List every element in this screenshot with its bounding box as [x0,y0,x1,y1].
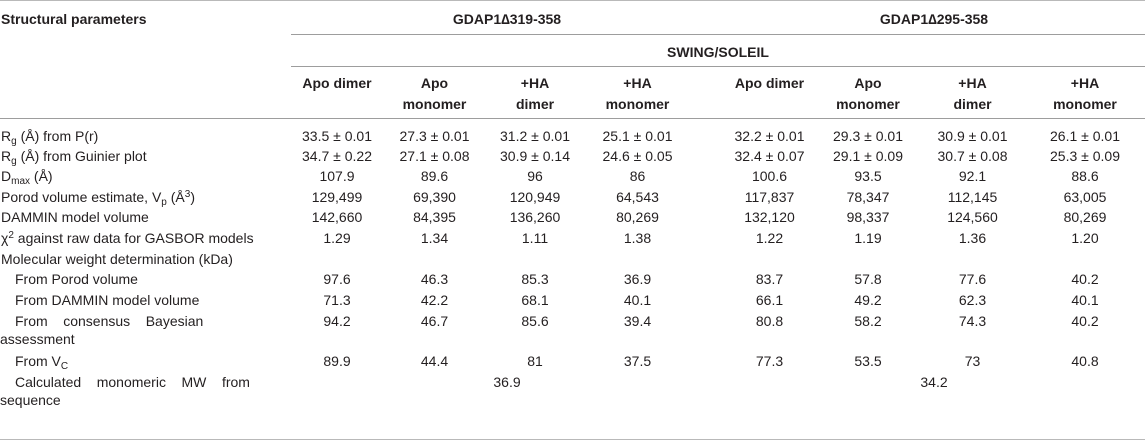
table-cell: 57.8 [854,271,882,287]
table-cell: 46.3 [420,271,449,287]
table-cell: 44.4 [420,353,449,369]
table-cell: 63,005 [1063,189,1107,205]
table-cell: 107.9 [319,168,355,184]
beamline-rule [291,66,1145,67]
first-column-header: Structural parameters [1,11,147,27]
table-cell: 78,347 [846,189,890,205]
table-cell: 85.6 [521,313,549,329]
table-cell: 71.3 [323,292,351,308]
column-header: monomer [605,96,670,112]
table-cell: 93.5 [854,168,882,184]
table-cell: 120,949 [509,189,561,205]
row-label: $R_g$ (Å) from P(r) [1,128,99,147]
row-label: $R_g$ (Å) from Guinier plot [1,148,147,167]
table-cell: 30.9 ± 0.01 [937,128,1008,144]
table-cell: 53.5 [854,353,882,369]
table-cell: 68.1 [521,292,549,308]
table-cell: 62.3 [958,292,987,308]
table-cell: 29.1 ± 0.09 [833,148,903,164]
table-cell: 89.6 [420,168,449,184]
table-cell: 31.2 ± 0.01 [500,128,570,144]
table-cell: 96 [527,168,543,184]
table-cell: 81 [527,353,543,369]
table-cell: 142,660 [311,209,363,225]
table-cell: 64,543 [616,189,659,205]
table-cell: 1.22 [755,230,784,246]
table-cell: 66.1 [755,292,784,308]
table-cell: 77.6 [958,271,987,287]
table-cell: 37.5 [623,353,652,369]
table-cell: 33.5 ± 0.01 [302,128,372,144]
table-cell: 29.3 ± 0.01 [833,128,903,144]
table-cell: 83.7 [755,271,784,287]
table-cell: 98,337 [846,209,890,225]
row-label: From $V_C$ [15,353,69,372]
row-label: $D_{max}$ (Å) [1,168,53,187]
column-header: Apo [854,75,882,91]
group-header-2: GDAP1∆295-358 [879,11,989,27]
table-cell: 39.4 [623,313,652,329]
row-label-line: assessment [0,331,75,347]
table-cell: 100.6 [751,168,788,184]
table-cell: 112,145 [947,189,998,205]
row-label [0,312,284,348]
table-cell: 40.1 [1071,292,1099,308]
group-header-1: GDAP1∆319-358 [452,11,562,27]
table-cell: 1.29 [323,230,351,246]
table-cell: 49.2 [854,292,882,308]
row-label: From DAMMIN model volume [15,292,200,308]
table-cell: 80,269 [1063,209,1107,225]
table-cell: 88.6 [1071,168,1099,184]
table-cell: 34.7 ± 0.22 [302,148,372,164]
table-cell: 132,120 [744,209,795,225]
column-header: +HA [958,75,987,91]
table-cell: 40.2 [1071,271,1099,287]
column-header: monomer [836,96,900,112]
table-cell: 97.6 [323,271,351,287]
table-cell: 94.2 [323,313,351,329]
row-label: From Porod volume [15,271,138,287]
table-cell: 25.1 ± 0.01 [602,128,673,144]
table-cell: 1.19 [854,230,882,246]
table-cell: 46.7 [420,313,449,329]
column-header: Apo dimer [302,75,372,91]
column-header: +HA [623,75,652,91]
column-header: Apo dimer [734,75,805,91]
table-cell: 1.34 [420,230,449,246]
column-header: +HA [1070,75,1100,91]
table-cell: 129,499 [311,189,363,205]
merged-cell: 36.9 [493,374,521,390]
table-cell: 27.3 ± 0.01 [399,128,470,144]
table-cell: 32.2 ± 0.01 [734,128,805,144]
table-cell: 74.3 [958,313,987,329]
table-cell: 25.3 ± 0.09 [1050,148,1120,164]
column-header: +HA [520,75,550,91]
table-cell: 26.1 ± 0.01 [1050,128,1120,144]
column-header: monomer [402,96,467,112]
table-cell: 117,837 [744,189,795,205]
header-bottom-rule [0,118,1145,119]
row-label-line: Calculated monomeric MW from [15,374,250,390]
table-cell: 92.1 [958,168,987,184]
table-cell: 85.3 [521,271,549,287]
table-cell: 1.11 [521,230,549,246]
row-label: $\chi^2$ against raw data for GASBOR models [1,230,254,246]
column-header: monomer [1053,96,1117,112]
table-cell: 69,390 [413,189,456,205]
table-cell: 40.1 [623,292,652,308]
column-header: dimer [953,96,992,112]
table-cell: 42.2 [420,292,449,308]
table-cell: 80,269 [616,209,659,225]
column-header: dimer [515,96,555,112]
table-cell: 1.36 [958,230,987,246]
row-label: DAMMIN model volume [1,209,149,225]
beamline-header: SWING/SOLEIL [667,44,769,60]
table-cell: 58.2 [854,313,882,329]
table-cell: 136,260 [509,209,561,225]
table-cell: 86 [629,168,646,184]
table-cell: 30.9 ± 0.14 [500,148,570,164]
table-top-rule [0,0,1145,1]
row-label [0,373,284,409]
table-cell: 80.8 [755,313,784,329]
table-cell: 40.8 [1071,353,1099,369]
table-cell: 36.9 [623,271,652,287]
table-cell: 1.38 [623,230,652,246]
table-cell: 77.3 [755,353,784,369]
table-cell: 30.7 ± 0.08 [937,148,1008,164]
row-label: Porod volume estimate, $V_p$ $(Å^3)$ [1,189,195,208]
table-cell: 73 [964,353,981,369]
group-rule [291,34,1145,35]
row-label-line: sequence [0,392,61,408]
table-cell: 24.6 ± 0.05 [602,148,673,164]
table-cell: 27.1 ± 0.08 [399,148,470,164]
table-cell: 40.2 [1071,313,1099,329]
table-bottom-rule [0,439,1145,440]
table-cell: 1.20 [1071,230,1099,246]
table-cell: 89.9 [323,353,351,369]
table-cell: 32.4 ± 0.07 [734,148,805,164]
table-cell: 124,560 [947,209,998,225]
row-label: Molecular weight determination (kDa) [1,251,233,267]
merged-cell: 34.2 [920,374,948,390]
table-cell: 84,395 [413,209,456,225]
column-header: Apo [420,75,449,91]
row-label-line: From consensus Bayesian [15,313,204,329]
